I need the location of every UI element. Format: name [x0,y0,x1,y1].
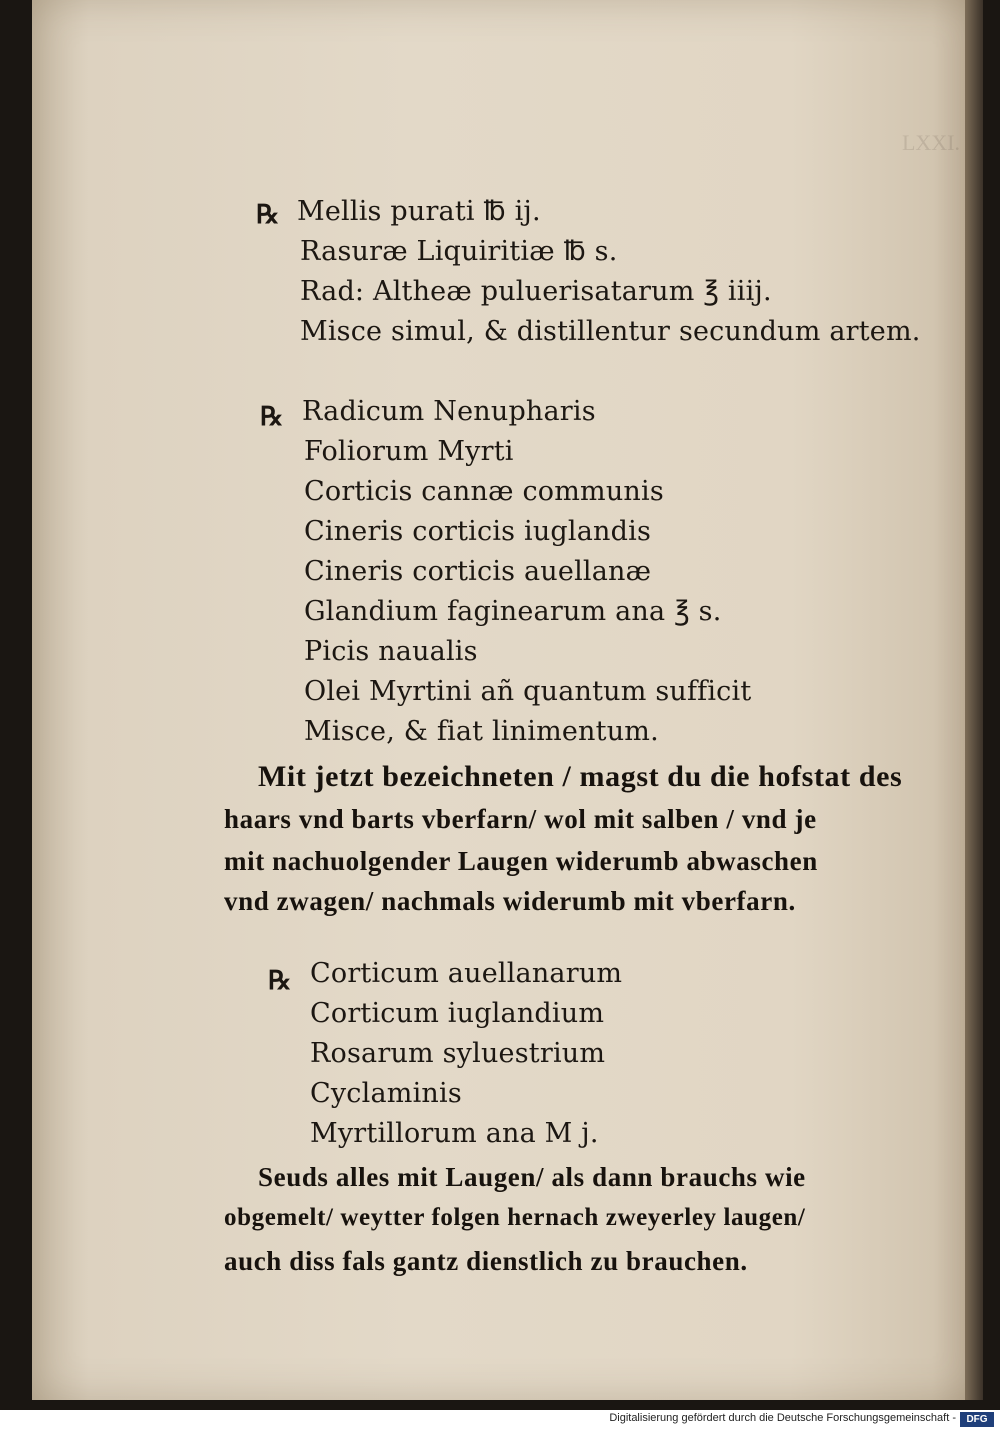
paragraph2-line: Seuds alles mit Laugen/ als dann brauchs wie [258,1162,806,1192]
funding-notice: Digitalisierung gefördert durch die Deutsche Forschungsgemeinschaft - [609,1412,956,1424]
recipe2-line: Cineris corticis auellanæ [304,556,652,587]
recipe1-line: Mellis purati ℔ ij. [297,196,541,227]
rx-symbol: ℞ [256,200,280,230]
footer-bar [0,1410,1000,1430]
page-gutter-edge [965,0,983,1400]
paragraph1-line: Mit jetzt bezeichneten / magst du die hofstat des [258,760,903,793]
recipe3-line: Cyclaminis [310,1078,462,1109]
recipe1-line: Rad: Altheæ puluerisatarum ℥ iiij. [300,276,772,307]
recipe1-line: Misce simul, & distillentur secundum artem. [300,316,921,347]
recipe2-line: Picis naualis [304,636,478,667]
recipe3-line: Myrtillorum ana M j. [310,1118,599,1149]
recipe3-line: Rosarum syluestrium [310,1038,606,1069]
rx-symbol: ℞ [268,966,292,996]
paragraph1-line: mit nachuolgender Laugen widerumb abwaschen [224,846,818,876]
recipe2-line: Olei Myrtini añ quantum sufficit [304,676,752,707]
recipe2-line: Glandium faginearum ana ℥ s. [304,596,722,627]
recipe2-line: Cineris corticis iuglandis [304,516,652,547]
paragraph2-line: obgemelt/ weytter folgen hernach zweyerley laugen/ [224,1204,806,1231]
recipe2-line: Foliorum Myrti [304,436,514,467]
show-through: LXXI. [901,130,960,155]
recipe2-line: Corticis cannæ communis [304,476,664,507]
paragraph1-line: vnd zwagen/ nachmals widerumb mit vberfarn. [224,886,796,916]
paragraph2-line: auch diss fals gantz dienstlich zu brauchen. [224,1246,748,1276]
dfg-logo[interactable]: DFG [960,1412,994,1427]
rx-symbol: ℞ [260,402,284,432]
recipe2-line: Radicum Nenupharis [302,396,596,427]
recipe3-line: Corticum iuglandium [310,998,605,1029]
recipe2-line: Misce, & fiat linimentum. [304,716,659,747]
recipe3-line: Corticum auellanarum [310,958,623,989]
recipe1-line: Rasuræ Liquiritiæ ℔ s. [300,236,618,267]
paragraph1-line: haars vnd barts vberfarn/ wol mit salben / vnd je [224,804,817,834]
